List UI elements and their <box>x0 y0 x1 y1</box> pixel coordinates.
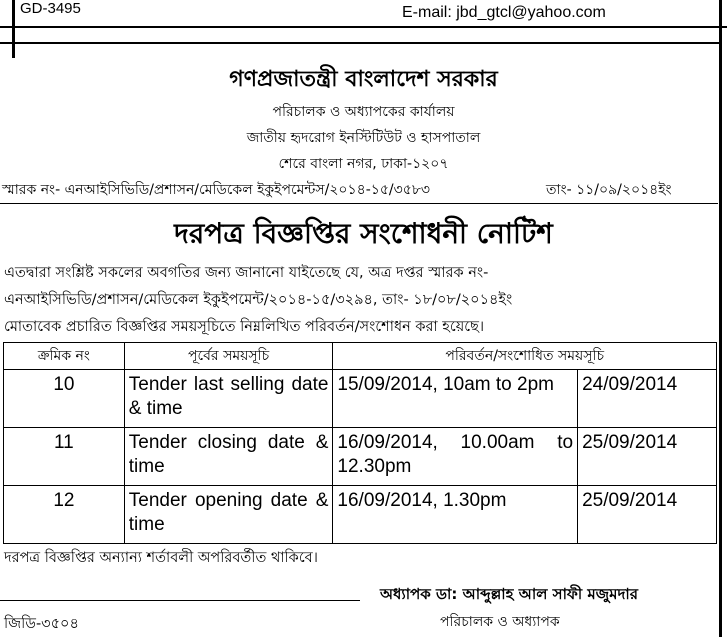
signatory-designation: পরিচালক ও অধ্যাপক <box>440 614 560 630</box>
signatory-name: অধ্যাপক ডা: আব্দুল্লাহ আল সাফী মজুমদার <box>380 585 638 603</box>
memo-date: তাং- ১১/০৯/২০১৪ইং <box>546 182 672 198</box>
row-new-date: 25/09/2014 <box>578 428 717 486</box>
table-row <box>4 486 717 544</box>
row-new-date: 25/09/2014 <box>578 486 717 544</box>
row-serial: 11 <box>4 428 125 486</box>
office-line-2: জাতীয় হৃদরোগ ইনস্টিটিউট ও হাসপাতাল <box>246 130 481 146</box>
top-divider <box>0 26 727 28</box>
table-row <box>4 428 717 486</box>
notice-body <box>4 260 714 341</box>
row-new-date: 24/09/2014 <box>578 370 717 428</box>
header-serial: ক্রমিক নং <box>4 343 125 370</box>
schedule-table <box>3 342 717 544</box>
footer-note: দরপত্র বিজ্ঞপ্তির অন্যান্য শর্তাবলী অপরিবর্তীত থাকিবে। <box>4 550 318 566</box>
body-line-3: মোতাবেক প্রচারিত বিজ্ঞপ্তির সময়সূচিতে নিম্নলিখিত পরিবর্তন/সংশোধন করা হয়েছে। <box>4 319 485 335</box>
bottom-divider <box>0 600 360 601</box>
table-row <box>4 370 717 428</box>
row-old-schedule: 15/09/2014, 10am to 2pm <box>333 370 578 428</box>
row-item: Tender last selling date & time <box>124 370 333 428</box>
email-address: E-mail: jbd_gtcl@yahoo.com <box>402 4 606 21</box>
office-address: শেরে বাংলা নগর, ঢাকা-১২০৭ <box>278 156 449 172</box>
row-serial: 12 <box>4 486 125 544</box>
row-old-schedule: 16/09/2014, 10.00am to 12.30pm <box>333 428 578 486</box>
header-revised: পরিবর্তন/সংশোধিত সময়সূচি <box>333 343 717 370</box>
header-previous: পূর্বের সময়সূচি <box>124 343 333 370</box>
memo-reference: স্মারক নং- এনআইসিভিডি/প্রশাসন/মেডিকেল ইকুইপমেন্টস/২০১৪-১৫/৩৫৮৩ <box>2 182 431 198</box>
office-line-1: পরিচালক ও অধ্যাপকের কার্যালয় <box>272 104 455 120</box>
row-item: Tender closing date & time <box>124 428 333 486</box>
body-line-1: এতদ্বারা সংশ্লিষ্ট সকলের অবগতির জন্য জানানো যাইতেছে যে, অত্র দপ্তর স্মারক নং- <box>4 265 489 281</box>
gd-number: GD-3495 <box>20 0 81 17</box>
body-line-2: এনআইসিভিডি/প্রশাসন/মেডিকেল ইকুইপমেন্ট/২০১৪-১৫/৩২৯৪, তাং- ১৮/০৮/২০১৪ইং <box>4 292 513 308</box>
row-item: Tender opening date & time <box>124 486 333 544</box>
table-header-row <box>4 343 717 370</box>
row-serial: 10 <box>4 370 125 428</box>
memo-underline <box>0 203 718 204</box>
gd-number-bangla: জিডি-৩৫০৪ <box>4 616 79 632</box>
notice-title: দরপত্র বিজ্ঞপ্তির সংশোধনী নোটিশ <box>174 217 553 250</box>
top-strip <box>0 0 727 28</box>
government-title: গণপ্রজাতন্ত্রী বাংলাদেশ সরকার <box>229 67 498 92</box>
row-old-schedule: 16/09/2014, 1.30pm <box>333 486 578 544</box>
